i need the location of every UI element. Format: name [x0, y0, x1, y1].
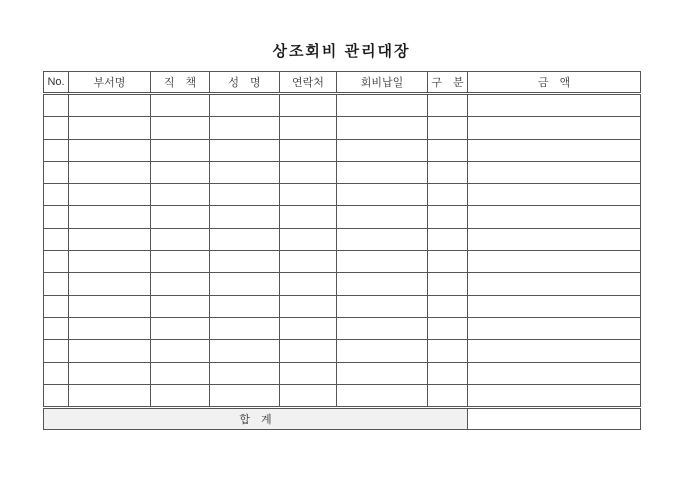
- cell-department: [69, 117, 151, 139]
- ledger-header: [44, 72, 641, 94]
- cell-position: [151, 295, 210, 317]
- cell-name: [210, 384, 280, 407]
- cell-name: [210, 184, 280, 206]
- cell-position: [151, 139, 210, 161]
- cell-position: [151, 340, 210, 362]
- cell-contact: [280, 251, 337, 273]
- ledger-table: [43, 71, 641, 430]
- table-row: [44, 161, 641, 183]
- table-row: [44, 362, 641, 384]
- col-header-department: 부서명: [69, 72, 151, 94]
- cell-payment-date: [337, 117, 428, 139]
- table-row: [44, 94, 641, 117]
- cell-position: [151, 251, 210, 273]
- cell-payment-date: [337, 161, 428, 183]
- cell-position: [151, 206, 210, 228]
- cell-category: [428, 117, 468, 139]
- cell-no: [44, 273, 69, 295]
- cell-category: [428, 206, 468, 228]
- cell-category: [428, 184, 468, 206]
- cell-no: [44, 139, 69, 161]
- cell-no: [44, 184, 69, 206]
- cell-contact: [280, 206, 337, 228]
- table-row: [44, 139, 641, 161]
- cell-amount: [468, 340, 641, 362]
- cell-position: [151, 384, 210, 407]
- cell-no: [44, 117, 69, 139]
- cell-no: [44, 206, 69, 228]
- cell-category: [428, 228, 468, 250]
- cell-amount: [468, 117, 641, 139]
- total-row: [44, 408, 641, 430]
- table-row: [44, 273, 641, 295]
- cell-department: [69, 184, 151, 206]
- cell-no: [44, 161, 69, 183]
- cell-category: [428, 139, 468, 161]
- cell-amount: [468, 206, 641, 228]
- cell-contact: [280, 362, 337, 384]
- cell-contact: [280, 117, 337, 139]
- col-header-payment-date: 회비납일: [337, 72, 428, 94]
- cell-contact: [280, 94, 337, 117]
- cell-department: [69, 94, 151, 117]
- table-row: [44, 184, 641, 206]
- cell-amount: [468, 161, 641, 183]
- table-row: [44, 206, 641, 228]
- cell-no: [44, 251, 69, 273]
- cell-amount: [468, 184, 641, 206]
- cell-no: [44, 295, 69, 317]
- table-row: [44, 384, 641, 407]
- cell-department: [69, 295, 151, 317]
- cell-department: [69, 228, 151, 250]
- cell-contact: [280, 273, 337, 295]
- col-header-amount: 금 액: [468, 72, 641, 94]
- cell-category: [428, 94, 468, 117]
- col-header-category: 구 분: [428, 72, 468, 94]
- cell-contact: [280, 340, 337, 362]
- cell-amount: [468, 94, 641, 117]
- cell-contact: [280, 161, 337, 183]
- total-amount-cell: [468, 408, 641, 430]
- cell-name: [210, 362, 280, 384]
- cell-no: [44, 362, 69, 384]
- cell-name: [210, 94, 280, 117]
- cell-category: [428, 384, 468, 407]
- cell-contact: [280, 228, 337, 250]
- table-row: [44, 295, 641, 317]
- cell-name: [210, 317, 280, 339]
- total-label-cell: 합 계: [44, 408, 468, 430]
- cell-category: [428, 273, 468, 295]
- cell-payment-date: [337, 206, 428, 228]
- cell-amount: [468, 362, 641, 384]
- cell-department: [69, 317, 151, 339]
- cell-contact: [280, 384, 337, 407]
- cell-payment-date: [337, 273, 428, 295]
- cell-position: [151, 94, 210, 117]
- cell-contact: [280, 317, 337, 339]
- ledger-footer: [44, 408, 641, 430]
- cell-category: [428, 340, 468, 362]
- cell-payment-date: [337, 94, 428, 117]
- cell-name: [210, 273, 280, 295]
- cell-no: [44, 94, 69, 117]
- cell-department: [69, 384, 151, 407]
- cell-position: [151, 228, 210, 250]
- cell-amount: [468, 273, 641, 295]
- cell-payment-date: [337, 317, 428, 339]
- cell-department: [69, 251, 151, 273]
- cell-position: [151, 117, 210, 139]
- cell-contact: [280, 139, 337, 161]
- cell-amount: [468, 228, 641, 250]
- cell-name: [210, 206, 280, 228]
- cell-category: [428, 295, 468, 317]
- cell-payment-date: [337, 184, 428, 206]
- table-row: [44, 340, 641, 362]
- cell-contact: [280, 295, 337, 317]
- cell-payment-date: [337, 295, 428, 317]
- cell-payment-date: [337, 228, 428, 250]
- cell-payment-date: [337, 251, 428, 273]
- cell-amount: [468, 317, 641, 339]
- cell-department: [69, 340, 151, 362]
- page-title: 상조회비 관리대장: [272, 43, 411, 60]
- cell-no: [44, 340, 69, 362]
- cell-no: [44, 317, 69, 339]
- cell-position: [151, 184, 210, 206]
- cell-position: [151, 317, 210, 339]
- cell-department: [69, 206, 151, 228]
- cell-payment-date: [337, 362, 428, 384]
- cell-payment-date: [337, 139, 428, 161]
- cell-department: [69, 362, 151, 384]
- cell-department: [69, 139, 151, 161]
- table-row: [44, 317, 641, 339]
- cell-payment-date: [337, 340, 428, 362]
- cell-name: [210, 161, 280, 183]
- cell-name: [210, 139, 280, 161]
- col-header-no: No.: [44, 72, 69, 94]
- cell-department: [69, 273, 151, 295]
- cell-no: [44, 228, 69, 250]
- cell-position: [151, 273, 210, 295]
- col-header-name: 성 명: [210, 72, 280, 94]
- header-row: [44, 72, 641, 94]
- cell-amount: [468, 251, 641, 273]
- cell-position: [151, 161, 210, 183]
- cell-name: [210, 228, 280, 250]
- cell-category: [428, 362, 468, 384]
- cell-payment-date: [337, 384, 428, 407]
- cell-amount: [468, 139, 641, 161]
- cell-amount: [468, 384, 641, 407]
- col-header-position: 직 책: [151, 72, 210, 94]
- cell-category: [428, 251, 468, 273]
- cell-category: [428, 317, 468, 339]
- cell-contact: [280, 184, 337, 206]
- cell-amount: [468, 295, 641, 317]
- cell-category: [428, 161, 468, 183]
- ledger-body: [44, 94, 641, 408]
- cell-no: [44, 384, 69, 407]
- col-header-contact: 연락처: [280, 72, 337, 94]
- cell-name: [210, 117, 280, 139]
- table-row: [44, 251, 641, 273]
- cell-name: [210, 340, 280, 362]
- cell-name: [210, 295, 280, 317]
- cell-position: [151, 362, 210, 384]
- cell-name: [210, 251, 280, 273]
- cell-department: [69, 161, 151, 183]
- table-row: [44, 228, 641, 250]
- table-row: [44, 117, 641, 139]
